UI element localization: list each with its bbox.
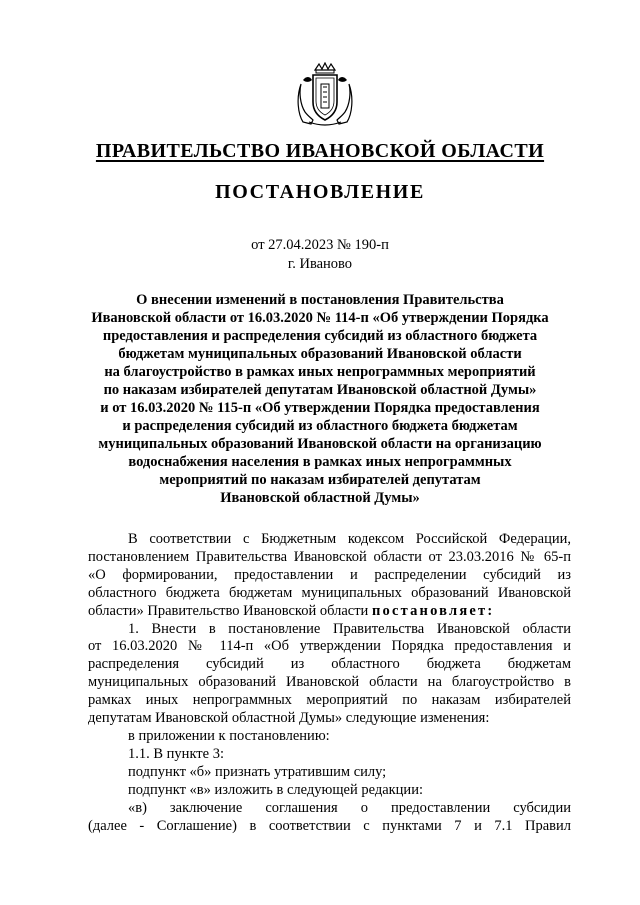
title-line: О внесении изменений в постановления Правительства	[136, 292, 504, 308]
coat-of-arms-icon	[297, 62, 353, 128]
decree-word: постановляет:	[371, 602, 495, 619]
body-line: подпункт «в» изложить в следующей редакции:	[128, 781, 423, 798]
body-line: депутатам Ивановской областной Думы» следующие изменения:	[88, 710, 490, 727]
body-line: от 16.03.2020 № 114-п «Об утверждении Порядка предоставления и	[88, 638, 571, 655]
organization-name: ПРАВИТЕЛЬСТВО ИВАНОВСКОЙ ОБЛАСТИ	[95, 140, 545, 162]
document-date-number: от 27.04.2023 № 190-п	[251, 237, 389, 253]
body-line: постановлением Правительства Ивановской области от 23.03.2016 № 65-п	[88, 548, 571, 565]
body-line: В соответствии с Бюджетным кодексом Российской Федерации,	[128, 531, 571, 547]
title-line: Ивановской областной Думы»	[220, 490, 420, 506]
title-line: Ивановской области от 16.03.2020 № 114-п «Об утверждении Порядка	[91, 310, 549, 326]
body-line: рамках иных непрограммных мероприятий по наказам избирателей	[88, 692, 571, 709]
title-line: мероприятий по наказам избирателей депутатам	[159, 472, 481, 488]
body-line: «О формировании, предоставлении и распределении субсидий из	[88, 566, 571, 583]
body-line: подпункт «б» признать утратившим силу;	[128, 763, 387, 780]
body-line: 1.1. В пункте 3:	[128, 745, 224, 762]
title-line: предоставления и распределения субсидий из областного бюджета	[102, 328, 538, 344]
title-line: бюджетам муниципальных образований Ивановской области	[118, 346, 522, 362]
body-line: областного бюджета бюджетам муниципальных образований Ивановской	[88, 584, 571, 601]
title-line: по наказам избирателей депутатам Ивановской областной Думы»	[103, 382, 537, 398]
title-line: водоснабжения населения в рамках иных непрограммных	[128, 454, 512, 470]
title-line: муниципальных образований Ивановской области на организацию	[98, 436, 542, 452]
document-city: г. Иваново	[287, 256, 353, 272]
title-line: и от 16.03.2020 № 115-п «Об утверждении Порядка предоставления	[100, 400, 540, 416]
body-text: области» Правительство Ивановской области	[88, 602, 372, 619]
document-body	[88, 531, 571, 835]
document-title	[80, 291, 560, 507]
body-line: 1. Внести в постановление Правительства Ивановской области	[128, 620, 571, 637]
body-line: (далее - Соглашение) в соответствии с пунктами 7 и 7.1 Правил	[88, 817, 571, 834]
body-line: в приложении к постановлению:	[128, 727, 330, 744]
body-line: муниципальных образований Ивановской области на благоустройство в	[88, 674, 571, 691]
body-line	[88, 603, 571, 621]
title-line: и распределения субсидий из областного бюджета бюджетам	[122, 418, 518, 434]
document-type: ПОСТАНОВЛЕНИЕ	[215, 181, 425, 203]
body-line: «в) заключение соглашения о предоставлении субсидии	[128, 799, 571, 816]
body-line: распределения субсидий из областного бюджета бюджетам	[88, 656, 571, 673]
title-line: на благоустройство в рамках иных непрограммных мероприятий	[104, 364, 536, 380]
